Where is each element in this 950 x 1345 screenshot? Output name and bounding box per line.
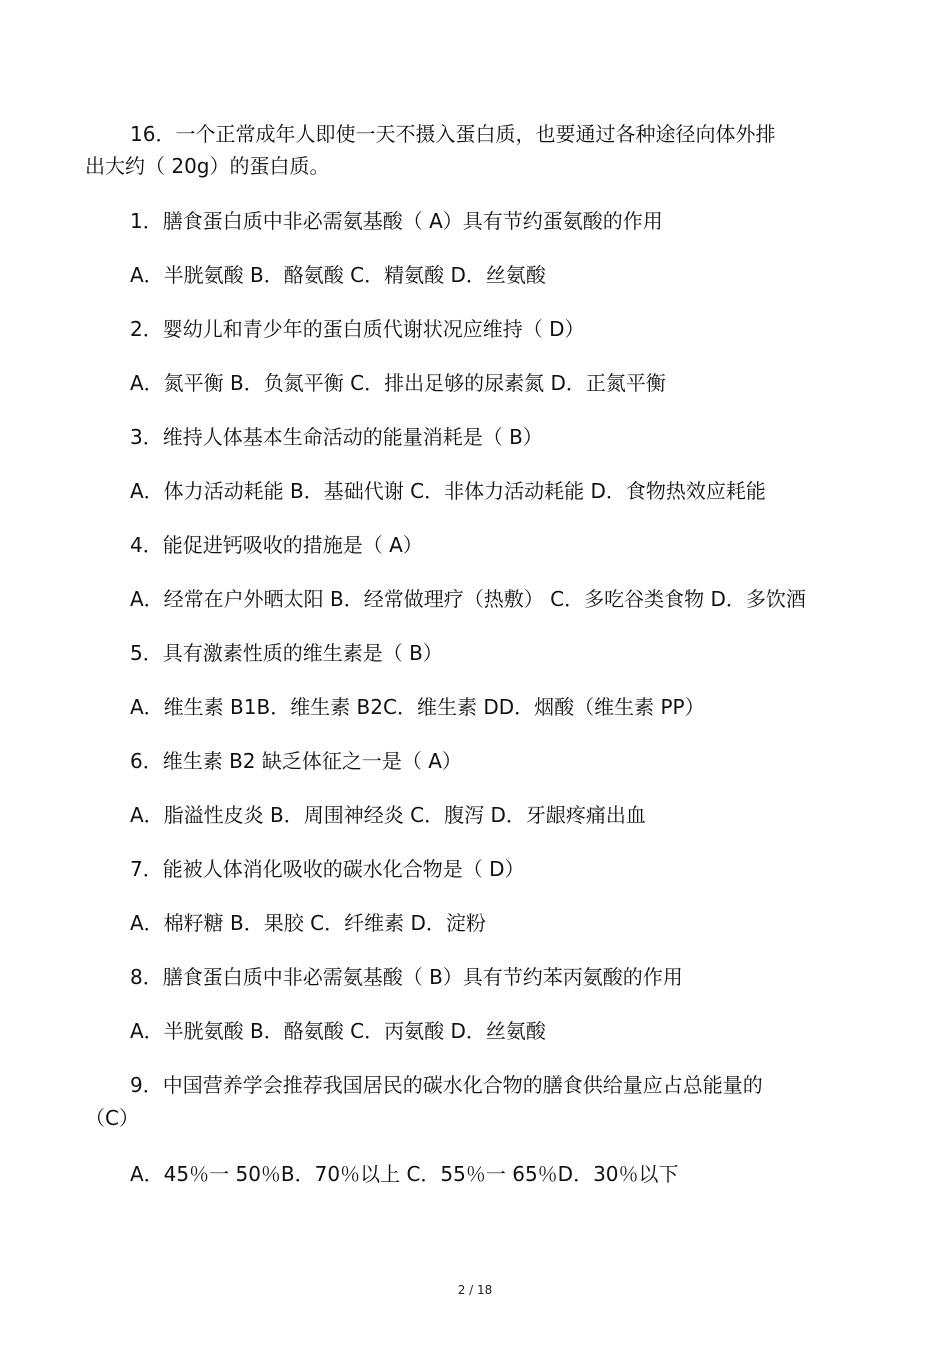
question-6: 6．维生素 B2 缺乏体征之一是（ A） <box>130 749 462 773</box>
options-5: A．维生素 B1B．维生素 B2C．维生素 DD．烟酸（维生素 PP） <box>130 695 705 719</box>
question-16-line1: 16．一个正常成年人即使一天不摄入蛋白质，也要通过各种途径向体外排 <box>130 122 776 146</box>
options-9: A．45％一 50％B．70％以上 C．55％一 65％D．30％以下 <box>130 1162 679 1186</box>
question-9-line1: 9．中国营养学会推荐我国居民的碳水化合物的膳食供给量应占总能量的 <box>130 1073 763 1097</box>
options-6: A．脂溢性皮炎 B．周围神经炎 C．腹泻 D．牙龈疼痛出血 <box>130 803 646 827</box>
page-number: 2 / 18 <box>457 1283 493 1297</box>
options-8: A．半胱氨酸 B．酪氨酸 C．丙氨酸 D．丝氨酸 <box>130 1019 546 1043</box>
question-7: 7．能被人体消化吸收的碳水化合物是（ D） <box>130 857 525 881</box>
options-1: A．半胱氨酸 B．酪氨酸 C．精氨酸 D．丝氨酸 <box>130 263 546 287</box>
options-4: A．经常在户外晒太阳 B．经常做理疗（热敷） C．多吃谷类食物 D．多饮酒 <box>130 587 806 611</box>
question-16-line2: 出大约（ 20g）的蛋白质。 <box>85 154 330 178</box>
question-3: 3．维持人体基本生命活动的能量消耗是（ B） <box>130 425 543 449</box>
options-7: A．棉籽糖 B．果胶 C．纤维素 D．淀粉 <box>130 911 486 935</box>
options-2: A．氮平衡 B．负氮平衡 C．排出足够的尿素氮 D．正氮平衡 <box>130 371 666 395</box>
question-5: 5．具有激素性质的维生素是（ B） <box>130 641 443 665</box>
options-3: A．体力活动耗能 B．基础代谢 C．非体力活动耗能 D．食物热效应耗能 <box>130 479 766 503</box>
question-8: 8．膳食蛋白质中非必需氨基酸（ B）具有节约苯丙氨酸的作用 <box>130 965 683 989</box>
question-2: 2．婴幼儿和青少年的蛋白质代谢状况应维持（ D） <box>130 317 585 341</box>
question-1: 1．膳食蛋白质中非必需氨基酸（ A）具有节约蛋氨酸的作用 <box>130 209 663 233</box>
question-9-line2: （C） <box>85 1106 139 1130</box>
question-4: 4．能促进钙吸收的措施是（ A） <box>130 533 423 557</box>
